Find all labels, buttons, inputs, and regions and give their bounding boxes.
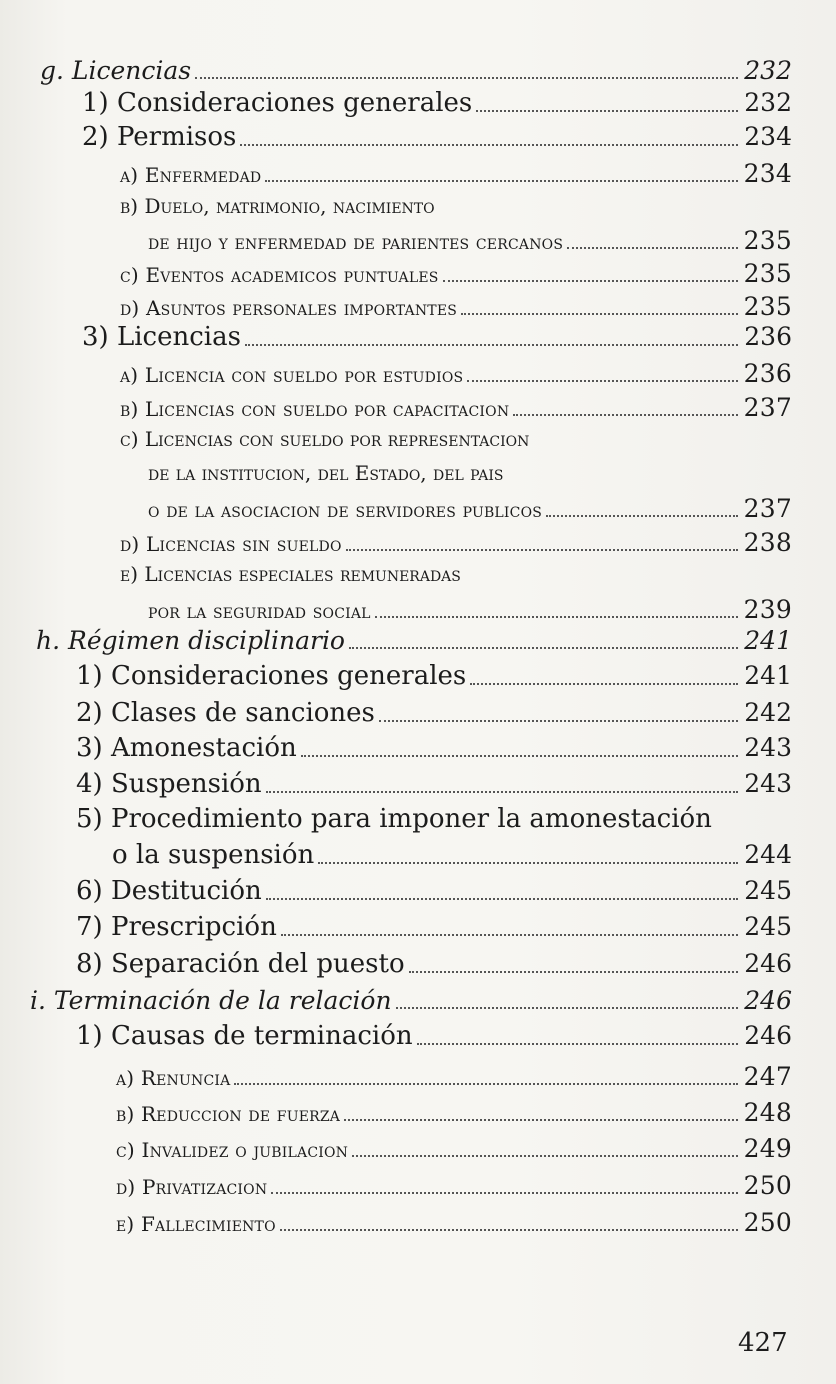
leader-dots <box>467 380 737 382</box>
leader-dots <box>318 862 738 864</box>
toc-entry-h3 <box>76 733 792 763</box>
leader-dots <box>266 898 739 900</box>
toc-label: c) Eventos academicos puntuales <box>120 263 439 287</box>
toc-label: 3) Amonestación <box>76 733 297 763</box>
toc-page-number: 245 <box>744 912 792 941</box>
leader-dots <box>271 1192 737 1194</box>
toc-label: b) Licencias con sueldo por capacitacion <box>120 397 510 421</box>
leader-dots <box>443 280 738 282</box>
toc-label: a) Licencia con sueldo por estudios <box>120 363 464 387</box>
toc-page-number: 235 <box>743 292 792 321</box>
toc-entry-g3 <box>82 322 792 352</box>
toc-label: g. Licencias <box>40 56 192 85</box>
toc-page-number: 238 <box>743 528 792 557</box>
toc-page-number: 246 <box>744 986 792 1015</box>
leader-dots <box>461 313 738 315</box>
toc-entry-g2b <box>148 226 792 255</box>
toc-label: i. Terminación de la relación <box>30 986 392 1015</box>
toc-label: a) Renuncia <box>116 1066 231 1090</box>
toc-label: d) Asuntos personales importantes <box>120 296 458 320</box>
toc-page-number: 248 <box>743 1098 792 1127</box>
leader-dots <box>379 720 738 722</box>
leader-dots <box>301 755 739 757</box>
leader-dots <box>470 683 738 685</box>
leader-dots <box>546 515 738 517</box>
leader-dots <box>409 971 739 973</box>
toc-entry-g3b <box>120 393 792 422</box>
toc-entry-h1 <box>76 661 792 691</box>
toc-page-number: 237 <box>743 494 792 523</box>
toc-page-number: 236 <box>743 359 792 388</box>
toc-label: 8) Separación del puesto <box>76 949 405 979</box>
toc-page-number: 242 <box>744 698 792 727</box>
toc-entry-g2b-line1: b) Duelo, matrimonio, nacimiento <box>120 194 435 218</box>
toc-entry-g-licencias <box>40 56 792 85</box>
leader-dots <box>234 1083 737 1085</box>
toc-entry-i-terminacion <box>30 986 792 1015</box>
toc-entry-h5 <box>112 840 792 870</box>
leader-dots <box>344 1119 738 1121</box>
leader-dots <box>417 1043 739 1045</box>
toc-entry-h8 <box>76 949 792 979</box>
toc-entry-g3c-line2: de la institucion, del Estado, del pais <box>148 461 504 485</box>
toc-label: por la seguridad social <box>148 599 371 623</box>
toc-page-number: 236 <box>744 322 792 351</box>
toc-entry-h6 <box>76 876 792 906</box>
toc-page-number: 247 <box>743 1062 792 1091</box>
toc-entry-h-regimen <box>36 626 792 655</box>
toc-entry-g2 <box>82 122 792 152</box>
toc-entry-h7 <box>76 912 792 942</box>
toc-entry-g2c <box>120 259 792 288</box>
leader-dots <box>513 414 737 416</box>
toc-label: 1) Consideraciones generales <box>82 88 473 118</box>
toc-page-number: 249 <box>743 1134 792 1163</box>
toc-entry-h5-line1: 5) Procedimiento para imponer la amonestación <box>76 804 712 834</box>
toc-page-number: 237 <box>743 393 792 422</box>
leader-dots <box>476 110 738 112</box>
toc-label: d) Licencias sin sueldo <box>120 532 342 556</box>
toc-label: 1) Causas de terminación <box>76 1021 413 1051</box>
toc-page-number: 239 <box>743 595 792 624</box>
toc-label: d) Privatizacion <box>116 1175 268 1199</box>
leader-dots <box>280 1229 738 1231</box>
toc-page-number: 241 <box>744 661 792 690</box>
toc-label: 2) Clases de sanciones <box>76 698 375 728</box>
toc-entry-g3a <box>120 359 792 388</box>
toc-entry-g3c-line1: c) Licencias con sueldo por representacion <box>120 427 530 451</box>
toc-page-number: 235 <box>743 259 792 288</box>
toc-label: h. Régimen disciplinario <box>36 626 345 655</box>
toc-page-number: 243 <box>744 769 792 798</box>
toc-page-number: 250 <box>743 1171 792 1200</box>
toc-page-number: 235 <box>743 226 792 255</box>
toc-entry-g3d <box>120 528 792 557</box>
toc-label: a) Enfermedad <box>120 163 262 187</box>
toc-page-number: 243 <box>744 733 792 762</box>
toc-label: 3) Licencias <box>82 322 241 352</box>
toc-label: 6) Destitución <box>76 876 262 906</box>
leader-dots <box>240 144 738 146</box>
toc-entry-i1e <box>116 1208 792 1237</box>
toc-label: e) Fallecimiento <box>116 1212 276 1236</box>
toc-page-number: 232 <box>744 56 792 85</box>
toc-entry-h4 <box>76 769 792 799</box>
toc-label: 4) Suspensión <box>76 769 262 799</box>
leader-dots <box>245 344 738 346</box>
toc-label: 7) Prescripción <box>76 912 277 942</box>
toc-entry-g1 <box>82 88 792 118</box>
toc-page-number: 234 <box>744 122 792 151</box>
toc-label: c) Invalidez o jubilacion <box>116 1138 349 1162</box>
leader-dots <box>396 1007 739 1009</box>
leader-dots <box>346 549 738 551</box>
leader-dots <box>281 934 738 936</box>
toc-page-number: 250 <box>743 1208 792 1237</box>
toc-entry-g2d <box>120 292 792 321</box>
leader-dots <box>265 180 737 182</box>
toc-label: 1) Consideraciones generales <box>76 661 467 691</box>
toc-label: o de la asociacion de servidores publicos <box>148 498 543 522</box>
toc-entry-i1d <box>116 1171 792 1200</box>
toc-entry-i1c <box>116 1134 792 1163</box>
toc-page-number: 234 <box>743 159 792 188</box>
toc-entry-i1 <box>76 1021 792 1051</box>
toc-page-number: 246 <box>744 949 792 978</box>
toc-entry-i1b <box>116 1098 792 1127</box>
toc-entry-g2a <box>120 159 792 188</box>
toc-label: 2) Permisos <box>82 122 237 152</box>
toc-entry-g3e-line1: e) Licencias especiales remuneradas <box>120 562 461 586</box>
toc-entry-g3e <box>148 595 792 624</box>
page-number: 427 <box>738 1328 788 1358</box>
toc-label: de hijo y enfermedad de parientes cercanos <box>148 230 564 254</box>
leader-dots <box>266 791 739 793</box>
toc-entry-h2 <box>76 698 792 728</box>
toc-label: b) Reduccion de fuerza <box>116 1102 341 1126</box>
toc-page-number: 245 <box>744 876 792 905</box>
toc-page-number: 246 <box>744 1021 792 1050</box>
toc-entry-g3c <box>148 494 792 523</box>
toc-page-number: 244 <box>744 840 792 869</box>
leader-dots <box>352 1155 738 1157</box>
leader-dots <box>195 77 738 79</box>
leader-dots <box>567 247 738 249</box>
toc-page-number: 232 <box>744 88 792 117</box>
toc-label: o la suspensión <box>112 840 315 870</box>
toc-page-number: 241 <box>744 626 792 655</box>
toc-entry-i1a <box>116 1062 792 1091</box>
leader-dots <box>375 616 738 618</box>
leader-dots <box>349 647 738 649</box>
